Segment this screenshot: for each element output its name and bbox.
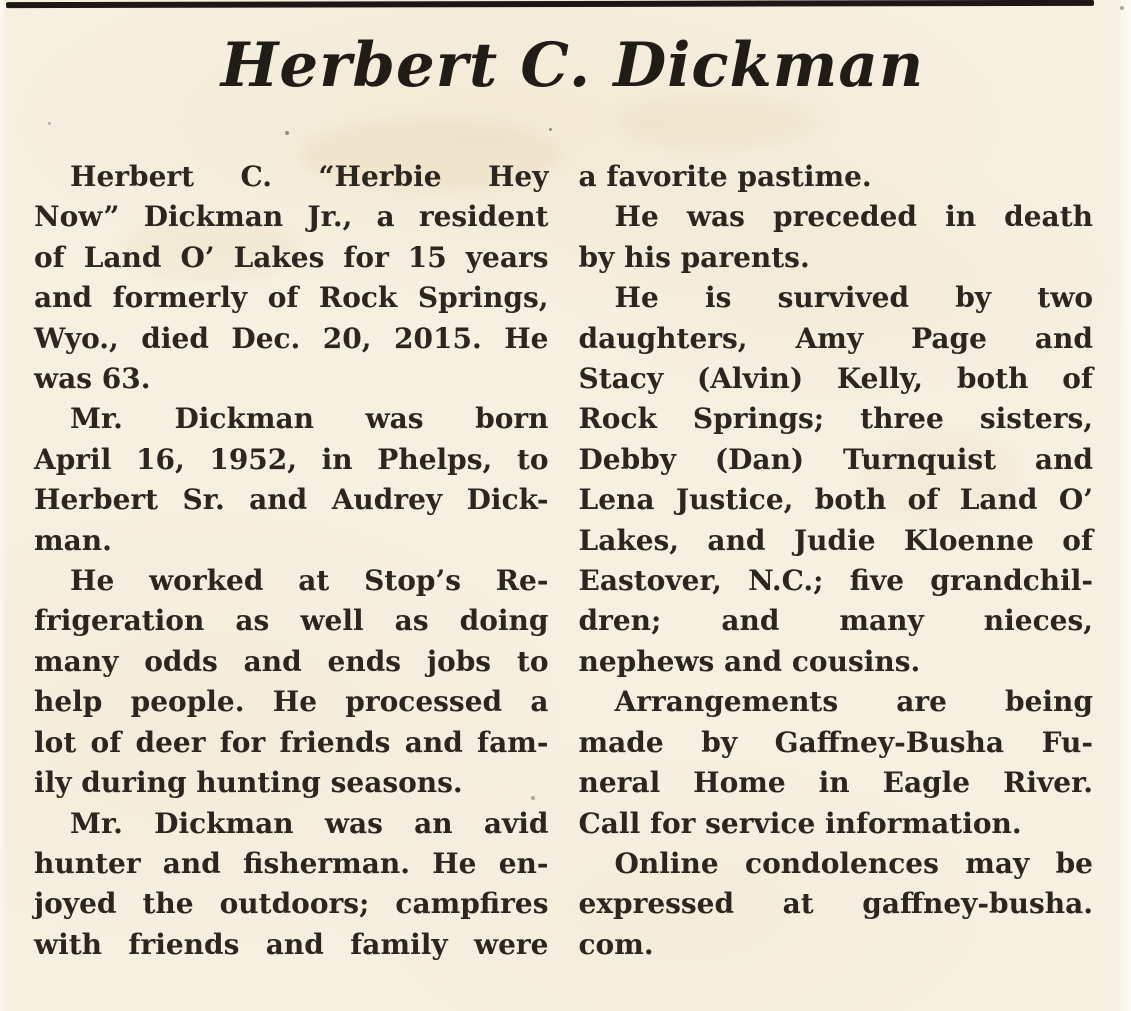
text-line: made by Gaffney-Busha Fu- [578, 725, 1093, 759]
text-line: by his parents. [578, 240, 810, 274]
right-column [579, 157, 1094, 965]
obituary-title: Herbert C. Dickman [220, 30, 925, 101]
text-line: Online condolences may be [614, 846, 1093, 880]
text-line: was 63. [34, 362, 151, 396]
text-line: He is survived by two [614, 281, 1093, 315]
paper-edge-right [1117, 0, 1131, 1011]
text-line: many odds and ends jobs to [34, 644, 549, 678]
text-line: Call for service information. [578, 806, 1022, 840]
scan-speck [285, 131, 289, 135]
text-line: with friends and family were [34, 927, 549, 961]
text-line: Mr. Dickman was an avid [70, 806, 549, 840]
scan-speck [531, 796, 535, 800]
text-line: Mr. Dickman was born [70, 402, 549, 436]
text-line: He was preceded in death [614, 200, 1093, 234]
text-line: expressed at gaffney-busha. [578, 887, 1093, 921]
text-line: Lakes, and Judie Kloenne of [578, 523, 1093, 557]
text-line: Wyo., died Dec. 20, 2015. He [34, 321, 549, 355]
text-line: man. [34, 523, 112, 557]
text-line: neral Home in Eagle River. [578, 766, 1093, 800]
paper-edge-left [0, 0, 7, 1011]
text-line: Rock Springs; three sisters, [578, 402, 1093, 436]
text-line: and formerly of Rock Springs, [34, 281, 549, 315]
text-line: com. [578, 927, 654, 961]
text-line: ily during hunting seasons. [34, 766, 463, 800]
text-line: Now” Dickman Jr., a resident [34, 200, 549, 234]
text-line: of Land O’ Lakes for 15 years [34, 240, 549, 274]
text-line: Lena Justice, both of Land O’ [578, 483, 1093, 517]
text-line: nephews and cousins. [578, 644, 921, 678]
text-line: Herbert Sr. and Audrey Dick- [34, 483, 549, 517]
text-line: joyed the outdoors; campfires [34, 887, 549, 921]
text-line: Stacy (Alvin) Kelly, both of [578, 362, 1093, 396]
scan-speck [549, 128, 552, 131]
text-line: He worked at Stop’s Re- [70, 564, 549, 598]
text-line: Herbert C. “Herbie Hey [70, 160, 549, 193]
text-line: daughters, Amy Page and [578, 321, 1093, 355]
text-line: Eastover, N.C.; five grandchil- [578, 564, 1093, 598]
text-line: help people. He processed a [34, 685, 549, 719]
text-line: Arrangements are being [614, 685, 1093, 719]
text-line: hunter and fisherman. He en- [34, 846, 549, 880]
text-line: Debby (Dan) Turnquist and [578, 442, 1093, 476]
left-column [34, 157, 549, 965]
scan-speck [48, 122, 51, 125]
text-line: dren; and many nieces, [578, 604, 1093, 638]
text-line: April 16, 1952, in Phelps, to [34, 442, 549, 476]
text-line: frigeration as well as doing [34, 604, 549, 638]
text-line: lot of deer for friends and fam- [34, 725, 549, 759]
article-body [34, 157, 1093, 965]
text-line: a favorite pastime. [578, 160, 872, 193]
